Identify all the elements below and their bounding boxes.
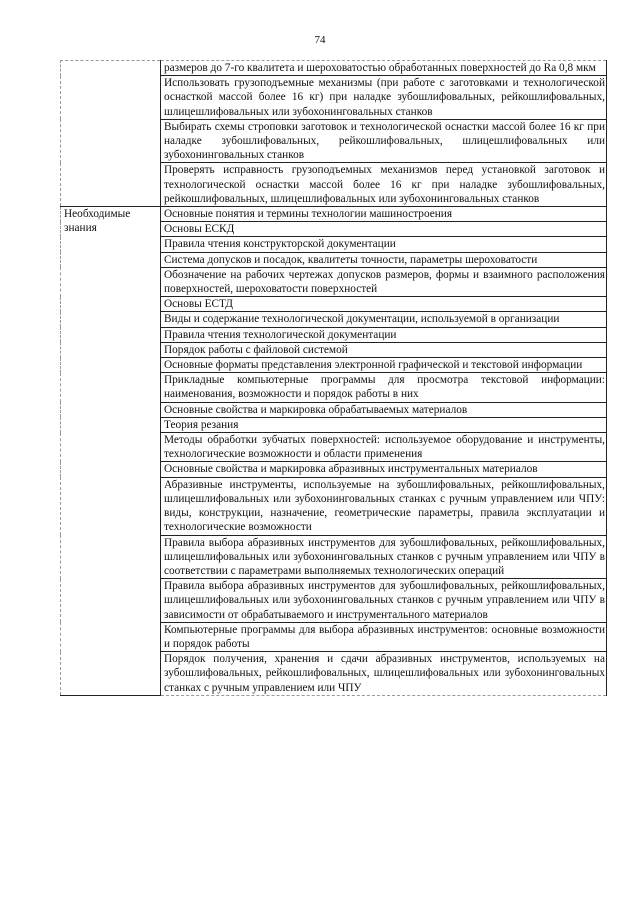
knowledge-item-cell: Правила выбора абразивных инструментов для зубошлифовальных, рейкошлифовальных, шлицешлифовальных или зубохонинговальных станков с ручным управлением или ЧПУ в соответствии с параметрами выполняемых технологических операций	[161, 535, 607, 579]
table-row	[61, 61, 607, 76]
knowledge-item-cell: Обозначение на рабочих чертежах допусков размеров, формы и взаимного расположения поверхностей, шероховатости поверхностей	[161, 267, 607, 296]
table-row	[61, 163, 607, 207]
knowledge-item-cell: Основные свойства и маркировка абразивных инструментальных материалов	[161, 462, 607, 477]
row-label-cell	[61, 61, 161, 76]
labor-action-cell: Выбирать схемы строповки заготовок и технологической оснастки массой более 16 кг при наладке зубошлифовальных, рейкошлифовальных, шлицешлифовальных или зубохонинговальных станков	[161, 119, 607, 163]
professional-standard-table	[60, 60, 607, 696]
knowledge-item-cell: Правила чтения конструкторской документации	[161, 237, 607, 252]
knowledge-item-cell: Правила выбора абразивных инструментов для зубошлифовальных, рейкошлифовальных, шлицешлифовальных или зубохонинговальных станков с ручным управлением или ЧПУ в зависимости от обрабатываемого и инструментального материалов	[161, 579, 607, 623]
knowledge-item-cell: Порядок работы с файловой системой	[161, 342, 607, 357]
knowledge-item-cell: Теория резания	[161, 417, 607, 432]
knowledge-item-cell: Компьютерные программы для выбора абразивных инструментов: основные возможности и порядок работы	[161, 622, 607, 651]
knowledge-item-cell: Порядок получения, хранения и сдачи абразивных инструментов, используемых на зубошлифовальных, рейкошлифовальных, шлицешлифовальных или зубохонинговальных станках с ручным управлением или ЧПУ	[161, 652, 607, 696]
row-label-cell	[61, 76, 161, 120]
knowledge-item-cell: Основы ЕСКД	[161, 222, 607, 237]
row-label-cell	[61, 119, 161, 163]
knowledge-item-cell: Основные свойства и маркировка обрабатываемых материалов	[161, 402, 607, 417]
knowledge-item-cell: Система допусков и посадок, квалитеты точности, параметры шероховатости	[161, 252, 607, 267]
labor-action-cell: Использовать грузоподъемные механизмы (при работе с заготовками и технологической оснасткой массой более 16 кг) при наладке зубошлифовальных, рейкошлифовальных, шлицешлифовальных или зубохонинговальных станков	[161, 76, 607, 120]
knowledge-item-cell: Абразивные инструменты, используемые на зубошлифовальных, рейкошлифовальных, шлицешлифовальных или зубохонинговальных станках с ручным управлением или ЧПУ: виды, конструкции, назначение, геометрические параметры, правила эксплуатации и технологические возможности	[161, 477, 607, 535]
labor-action-cell: Проверять исправность грузоподъемных механизмов перед установкой заготовок и технологической оснастки массой более 16 кг при наладке зубошлифовальных, рейкошлифовальных, шлицешлифовальных или зубохонинговальных станков	[161, 163, 607, 207]
knowledge-item-cell: Прикладные компьютерные программы для просмотра текстовой информации: наименования, возможности и порядок работы в них	[161, 373, 607, 402]
table-body	[61, 61, 607, 696]
knowledge-item-cell: Основы ЕСТД	[161, 297, 607, 312]
table-row	[61, 119, 607, 163]
knowledge-label: Необходимые знания	[61, 207, 161, 696]
table-row	[61, 76, 607, 120]
knowledge-item-cell: Основные форматы представления электронной графической и текстовой информации	[161, 358, 607, 373]
page-number: 74	[314, 34, 326, 46]
knowledge-item-cell: Виды и содержание технологической документации, используемой в организации	[161, 312, 607, 327]
table-row	[61, 207, 607, 222]
knowledge-item-cell: Методы обработки зубчатых поверхностей: используемое оборудование и инструменты, технологические возможности и области применения	[161, 433, 607, 462]
knowledge-item-cell: Основные понятия и термины технологии машиностроения	[161, 207, 607, 222]
labor-action-cell: размеров до 7-го квалитета и шероховатостью обработанных поверхностей до Ra 0,8 мкм	[161, 61, 607, 76]
row-label-cell	[61, 163, 161, 207]
knowledge-item-cell: Правила чтения технологической документации	[161, 327, 607, 342]
